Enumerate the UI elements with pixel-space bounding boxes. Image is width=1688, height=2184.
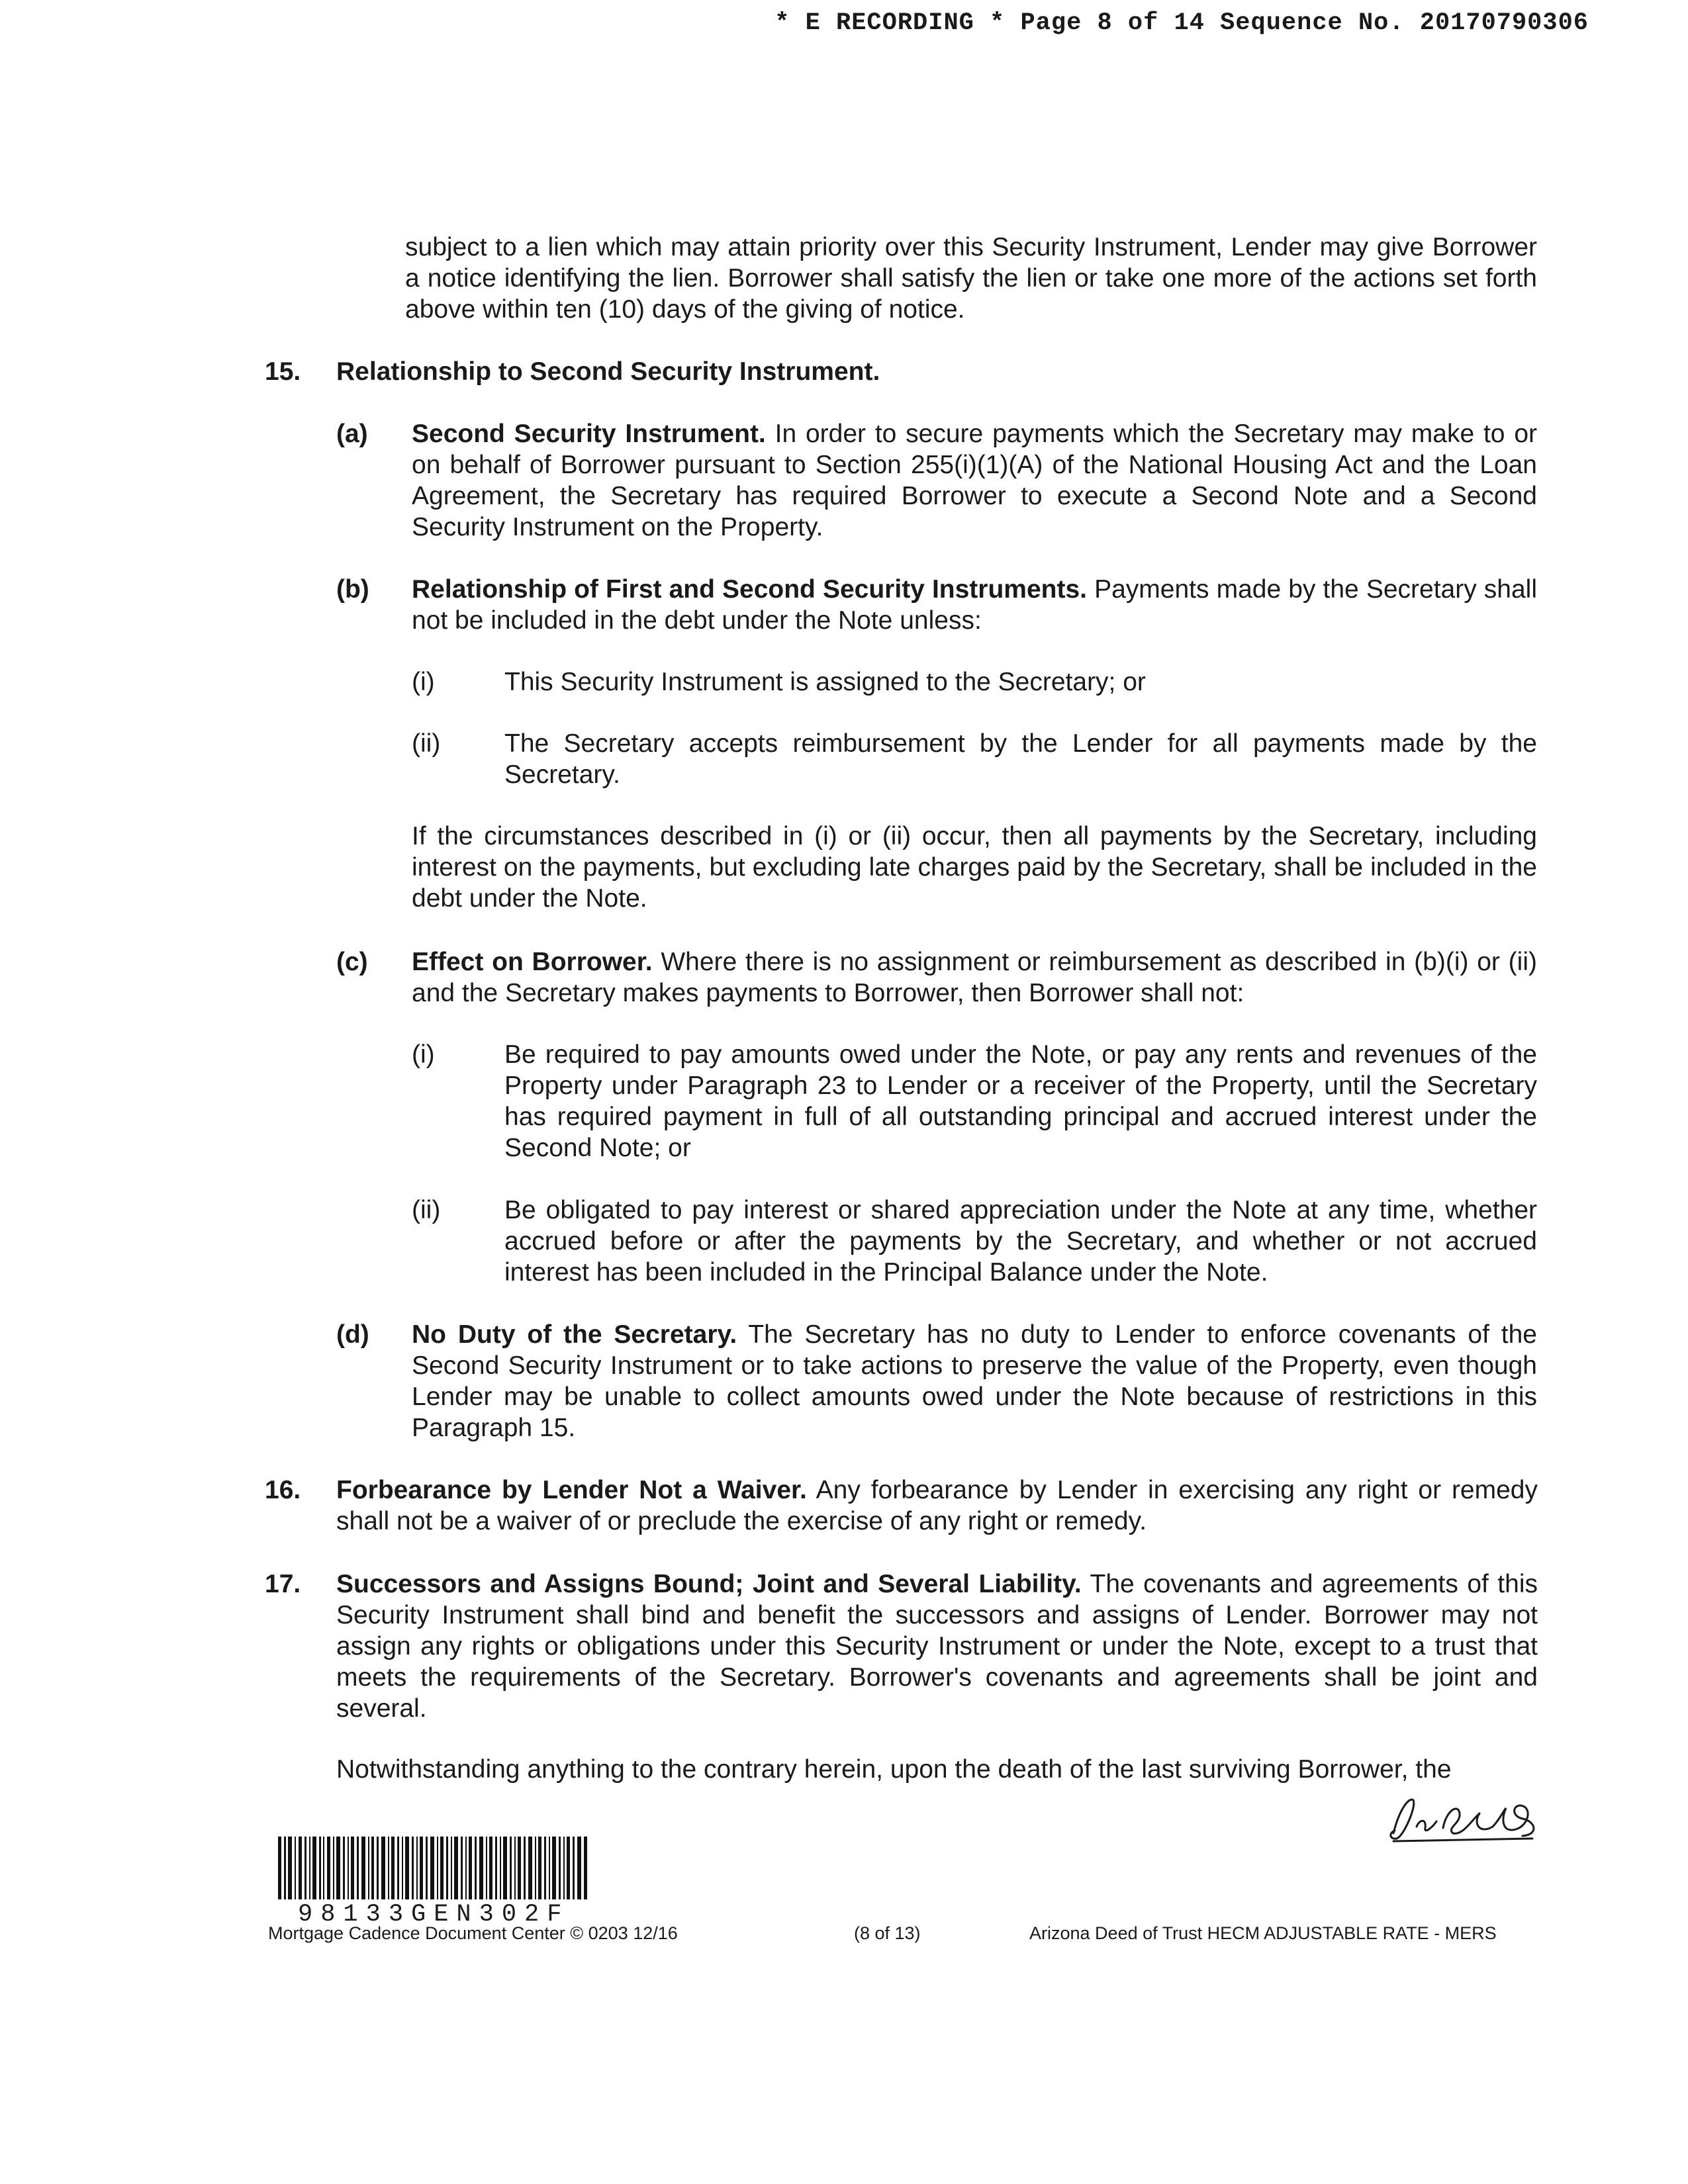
section-15-heading: Relationship to Second Security Instrument. [336, 357, 880, 386]
section-17-title: Successors and Assigns Bound; Joint and Several Liability. [336, 1570, 1082, 1598]
barcode-number: 98133GEN302F [298, 1901, 570, 1929]
section-17-text: The covenants and agreements of this Security Instrument shall bind and benefit the successors and assigns of Lender. Borrower may not assign any rights or obligations under this Security Instrument or under the Note, except to a trust that meets the requirements of the Secretary. Borrower's covenants and agreements shall be joint and several. [336, 1570, 1538, 1723]
section-15c-ii-text: Be obligated to pay interest or shared appreciation under the Note at any time, whether accrued before or after the payments by the Secretary, and whether or not accrued interest has been included in the Principal Balance under the Note. [504, 1196, 1537, 1287]
section-16-text: Any forbearance by Lender in exercising any right or remedy shall not be a waiver of or preclude the exercise of any right or remedy. [336, 1476, 1538, 1535]
section-17-continuation: Notwithstanding anything to the contrary herein, upon the death of the last surviving Borrower, the [336, 1755, 1452, 1784]
barcode [278, 1837, 589, 1899]
recording-stamp: * E RECORDING * Page 8 of 14 Sequence No. 20170790306 [774, 9, 1589, 37]
section-15a-title: Second Security Instrument. [412, 420, 766, 448]
section-15a-paragraph [412, 418, 1537, 543]
section-15b-i-text: This Security Instrument is assigned to the Secretary; or [504, 668, 1146, 696]
section-16-title: Forbearance by Lender Not a Waiver. [336, 1476, 807, 1504]
section-15d-label: (d) [336, 1320, 369, 1349]
section-16-number: 16. [265, 1476, 301, 1504]
section-16-paragraph [336, 1475, 1538, 1537]
section-15c-i-text: Be required to pay amounts owed under the Note, or pay any rents and revenues of the Property under Paragraph 23 to Lender or a receiver of the Property, until the Secretary has required payment in full of all outstanding principal and accrued interest under the Second Note; or [504, 1040, 1537, 1162]
section-15b-ii-label: (ii) [412, 729, 441, 758]
borrower-initials-signature [1380, 1787, 1552, 1846]
continued-paragraph: subject to a lien which may attain priority over this Security Instrument, Lender may give Borrower a notice identifying the lien. Borrower shall satisfy the lien or take one more of the actions set forth above within ten (10) days of the giving of notice. [405, 233, 1537, 324]
section-15b-paragraph [412, 574, 1537, 636]
section-15c-title: Effect on Borrower. [412, 948, 653, 976]
section-17-paragraph [336, 1569, 1538, 1724]
section-15d-text: The Secretary has no duty to Lender to enforce covenants of the Second Security Instrument or to take actions to preserve the value of the Property, even though Lender may be unable to collect amounts owed under the Note because of restrictions in this Paragraph 15. [412, 1320, 1537, 1442]
section-15d-title: No Duty of the Secretary. [412, 1320, 737, 1349]
section-15b-ii-text: The Secretary accepts reimbursement by the Lender for all payments made by the Secretary. [504, 729, 1537, 789]
section-15b-text: Payments made by the Secretary shall not be included in the debt under the Note unless: [412, 575, 1538, 635]
section-15c-label: (c) [336, 948, 368, 976]
section-15c-text: Where there is no assignment or reimbursement as described in (b)(i) or (ii) and the Secretary makes payments to Borrower, then Borrower shall not: [412, 948, 1537, 1007]
section-15b-i-label: (i) [412, 668, 435, 696]
section-15c-paragraph [412, 946, 1537, 1009]
section-15-number: 15. [265, 357, 301, 386]
section-17-number: 17. [265, 1570, 301, 1598]
section-15d-paragraph [412, 1319, 1537, 1443]
footer-form-title: Arizona Deed of Trust HECM ADJUSTABLE RATE - MERS [1029, 1923, 1497, 1943]
section-15b-label: (b) [336, 575, 369, 604]
section-15a-label: (a) [336, 420, 368, 448]
section-15b-after-paragraph: If the circumstances described in (i) or (ii) occur, then all payments by the Secretary, including interest on the payments, but excluding late charges paid by the Secretary, shall be included in the debt under the Note. [412, 822, 1537, 913]
section-15c-ii-label: (ii) [412, 1196, 441, 1224]
footer-left: Mortgage Cadence Document Center © 0203 12/16 [268, 1923, 678, 1943]
section-15c-i-label: (i) [412, 1040, 435, 1069]
section-15b-title: Relationship of First and Second Security Instruments. [412, 575, 1088, 604]
footer-page-count: (8 of 13) [854, 1923, 921, 1943]
section-15a-text: In order to secure payments which the Secretary may make to or on behalf of Borrower pursuant to Section 255(i)(1)(A) of the National Housing Act and the Loan Agreement, the Secretary has required Borrower to execute a Second Note and a Second Security Instrument on the Property. [412, 420, 1537, 541]
